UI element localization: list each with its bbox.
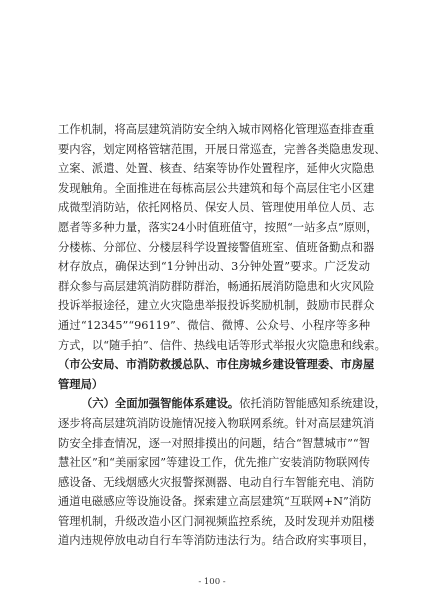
text-line: 慧社区”和“美丽家园”等建设工作，优先推广安装消防物联网传 [58,456,370,470]
text-line: 立案、派遣、处置、核查、结案等协作处置程序，延伸火灾隐患 [58,162,375,176]
section-first-line-text: 依托消防智能感知系统建设， [239,397,387,411]
section-first-line [58,394,387,414]
text-line: 道内违规停放电动自行车等消防违法行为。结合政府实事项目， [58,534,375,548]
text-line: 投诉举报途径，建立火灾隐患举报投诉奖励机制，鼓励市民群众 [58,299,375,313]
text-line: 愿者等多种力量，落实24小时值班值守，按照“一站多点”原则， [58,220,378,234]
text-line: 通道电磁感应等设施设备。探索建立高层建筑“互联网+N”消防 [58,495,372,509]
text-line: 要内容，划定网格管辖范围，开展日常巡查，完善各类隐患发现、 [58,142,386,156]
body-text [58,120,387,551]
text-line: 逐步将高层建筑消防设施情况接入物联网系统。针对高层建筑消 [58,416,375,430]
text-line: 管理机制，升级改造小区门洞视频监控系统，及时发现并劝阻楼 [58,514,375,528]
text-line: 分楼栋、分部位、分楼层科学设置接警值班室、值班备勤点和器 [58,240,375,254]
text-line: 材存放点，确保达到“1分钟出动、3分钟处置”要求。广泛发动 [58,260,370,274]
text-line: 群众参与高层建筑消防群防群治，畅通拓展消防隐患和火灾风险 [58,279,375,293]
responsible-units-line: 管理局） [58,376,104,391]
text-line: 工作机制，将高层建筑消防安全纳入城市网格化管理巡查排查重 [58,123,375,136]
text-line: 方式，以“随手拍”、信件、热线电话等形式举报火灾隐患和线索。 [58,338,386,352]
page-number: - 100 - [198,577,226,587]
responsible-units-line: （市公安局、市消防救援总队、市住房城乡建设管理委、市房屋 [58,357,375,372]
text-line: 防安全排查情况，逐一对照排摸出的问题，结合“智慧城市”“智 [58,436,370,450]
section-heading: （六）全面加强智能体系建设。 [81,396,240,411]
text-line: 通过“12345”“96119”、微信、微博、公众号、小程序等多种 [58,318,370,332]
text-line: 感设备、无线烟感火灾报警探测器、电动自行车智能充电、消防 [58,475,375,489]
text-line: 成微型消防站，依托网格员、保安人员、管理使用单位人员、志 [58,201,375,215]
text-line: 发现触角。全面推进在每栋高层公共建筑和每个高层住宅小区建 [58,181,375,195]
